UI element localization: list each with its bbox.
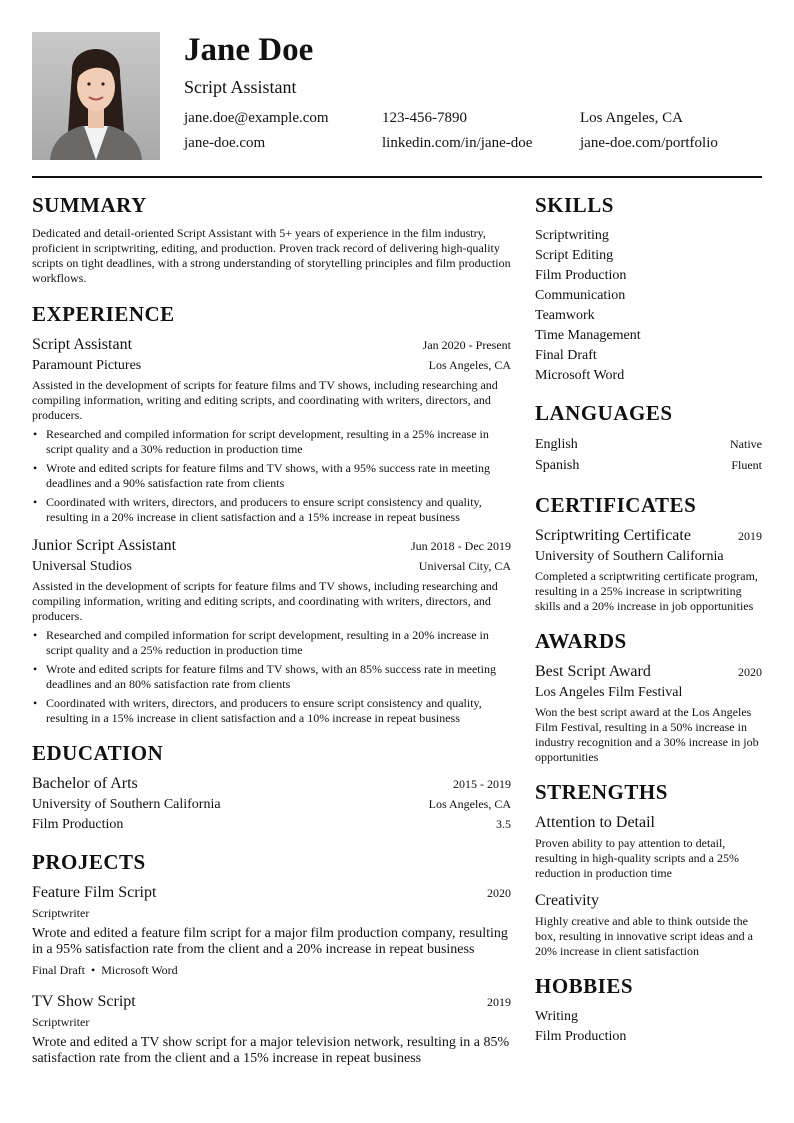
skill-item: Scriptwriting — [535, 228, 609, 243]
education-dates: 2015 - 2019 — [453, 777, 511, 791]
project-tags — [32, 963, 511, 978]
summary-text: Dedicated and detail-oriented Script Assistant with 5+ years of experience in the film industry, proficient in scriptwriting, editing, and production. Proven track record of delivering high-quality scripts on tight deadlines, with a strong understanding of storytelling principles and film production workflows. — [32, 226, 511, 285]
awards-section — [535, 628, 762, 765]
job-dates: Jan 2020 - Present — [422, 338, 511, 352]
contact-location: Los Angeles, CA — [580, 110, 683, 126]
education-degree: Bachelor of Arts — [32, 775, 138, 792]
skill-item: Film Production — [535, 268, 627, 283]
experience-item — [32, 536, 511, 726]
skill-item: Time Management — [535, 328, 641, 343]
job-company: Universal Studios — [32, 559, 132, 574]
contact-website[interactable]: jane-doe.com — [184, 135, 266, 151]
award-name: Best Script Award — [535, 663, 651, 680]
summary-heading: SUMMARY — [32, 193, 147, 217]
project-year: 2020 — [487, 886, 511, 900]
profile-photo-image — [32, 32, 160, 160]
language-level: Fluent — [731, 458, 762, 472]
skill-item: Communication — [535, 288, 626, 303]
project-item — [32, 992, 511, 1067]
job-bullets — [32, 628, 511, 726]
job-location: Los Angeles, CA — [428, 358, 511, 372]
contact-phone[interactable]: 123-456-7890 — [382, 110, 467, 126]
projects-heading: PROJECTS — [32, 850, 146, 874]
hobby-item: Film Production — [535, 1029, 627, 1044]
strengths-section — [535, 779, 762, 959]
certificates-section — [535, 492, 762, 614]
certificate-name: Scriptwriting Certificate — [535, 527, 691, 544]
job-role: Script Assistant — [32, 336, 133, 353]
project-description: Wrote and edited a feature film script for a major film production company, resulting in a 95% satisfaction rate from the client and a 20% increase in repeat business — [32, 926, 508, 957]
job-description: Assisted in the development of scripts for feature films and TV shows, including researching and compiling information, writing and editing scripts, and coordinating with writers, directors, and producers. — [32, 378, 498, 422]
profile-photo — [32, 32, 160, 160]
right-column — [535, 192, 762, 1047]
certificate-year: 2019 — [738, 529, 762, 543]
project-role: Scriptwriter — [32, 1015, 90, 1029]
hobbies-heading: HOBBIES — [535, 974, 634, 998]
language-level: Native — [730, 437, 762, 451]
education-school: University of Southern California — [32, 797, 221, 812]
left-column — [32, 192, 511, 1067]
job-bullets — [32, 427, 511, 525]
award-year: 2020 — [738, 665, 762, 679]
job-bullet: • Coordinated with writers, directors, and producers to ensure script consistency and quality, resulting in a 20% increase in client satisfaction and a 15% increase in repeat business — [46, 495, 511, 525]
project-tag: Microsoft Word — [101, 963, 178, 977]
contact-email[interactable]: jane.doe@example.com — [184, 110, 329, 126]
job-role: Junior Script Assistant — [32, 537, 177, 554]
award-description: Won the best script award at the Los Angeles Film Festival, resulting in a 50% increase in industry recognition and a 30% increase in job opportunities — [535, 705, 759, 764]
languages-heading: LANGUAGES — [535, 401, 673, 425]
education-location: Los Angeles, CA — [428, 797, 511, 811]
education-section — [32, 740, 511, 834]
job-description: Assisted in the development of scripts for feature films and TV shows, including researching and compiling information, writing and editing scripts, and coordinating with writers, directors, and producers. — [32, 579, 498, 623]
project-name: Feature Film Script — [32, 884, 157, 901]
project-item — [32, 883, 511, 978]
languages-section — [535, 400, 762, 476]
language-item — [535, 455, 762, 476]
project-role: Scriptwriter — [32, 906, 90, 920]
strength-item — [535, 813, 762, 881]
award-issuer: Los Angeles Film Festival — [535, 685, 683, 700]
projects-section — [32, 849, 511, 1067]
job-bullet: • Wrote and edited scripts for feature films and TV shows, with an 85% success rate in meeting deadlines and an 80% satisfaction rate from clients — [46, 662, 511, 692]
job-bullet: • Coordinated with writers, directors, and producers to ensure script consistency and quality, resulting in a 15% increase in client satisfaction and a 10% increase in repeat business — [46, 696, 511, 726]
contact-linkedin[interactable]: linkedin.com/in/jane-doe — [382, 135, 533, 151]
certificate-issuer: University of Southern California — [535, 549, 724, 564]
strength-name: Attention to Detail — [535, 814, 655, 831]
language-item — [535, 434, 762, 455]
strength-description: Highly creative and able to think outside the box, resulting in innovative script ideas and a 20% increase in client satisfaction — [535, 914, 753, 958]
hobby-item: Writing — [535, 1009, 578, 1024]
project-year: 2019 — [487, 995, 511, 1009]
education-field: Film Production — [32, 817, 124, 832]
certificates-heading: CERTIFICATES — [535, 493, 697, 517]
candidate-title: Script Assistant — [184, 77, 297, 97]
summary-section — [32, 192, 511, 286]
strength-name: Creativity — [535, 892, 599, 909]
skills-section — [535, 192, 762, 386]
job-location: Universal City, CA — [418, 559, 511, 573]
strength-item — [535, 891, 762, 959]
experience-item — [32, 335, 511, 525]
project-description: Wrote and edited a TV show script for a major television network, resulting in a 85% satisfaction rate from the client and a 15% increase in repeat business — [32, 1035, 510, 1066]
experience-section — [32, 301, 511, 726]
experience-heading: EXPERIENCE — [32, 302, 175, 326]
certificate-description: Completed a scriptwriting certificate program, resulting in a 25% increase in scriptwriting skills and a 20% increase in job opportunities — [535, 569, 758, 613]
language-name: English — [535, 437, 578, 452]
skills-heading: SKILLS — [535, 193, 614, 217]
job-dates: Jun 2018 - Dec 2019 — [411, 539, 511, 553]
tag-separator: • — [91, 963, 96, 977]
job-bullet: • Researched and compiled information for script development, resulting in a 25% increase in script quality and a 30% reduction in production time — [46, 427, 511, 457]
header-divider — [32, 176, 762, 178]
strength-description: Proven ability to pay attention to detail, resulting in high-quality scripts and a 25% reduction in production time — [535, 836, 739, 880]
job-bullet: • Researched and compiled information for script development, resulting in a 20% increase in script quality and a 25% reduction in production time — [46, 628, 511, 658]
candidate-name: Jane Doe — [184, 32, 314, 68]
skill-item: Script Editing — [535, 248, 614, 263]
hobbies-section — [535, 973, 762, 1047]
skill-item: Microsoft Word — [535, 368, 625, 383]
awards-heading: AWARDS — [535, 629, 627, 653]
strengths-heading: STRENGTHS — [535, 780, 668, 804]
education-heading: EDUCATION — [32, 741, 164, 765]
job-company: Paramount Pictures — [32, 358, 142, 373]
skill-item: Final Draft — [535, 348, 597, 363]
project-name: TV Show Script — [32, 993, 136, 1010]
project-tag: Final Draft — [32, 963, 85, 977]
job-bullet: • Wrote and edited scripts for feature films and TV shows, with a 95% success rate in meeting deadlines and a 90% satisfaction rate from clients — [46, 461, 511, 491]
language-name: Spanish — [535, 458, 580, 473]
skill-item: Teamwork — [535, 308, 595, 323]
contact-portfolio[interactable]: jane-doe.com/portfolio — [580, 135, 718, 151]
education-gpa: 3.5 — [496, 817, 511, 831]
